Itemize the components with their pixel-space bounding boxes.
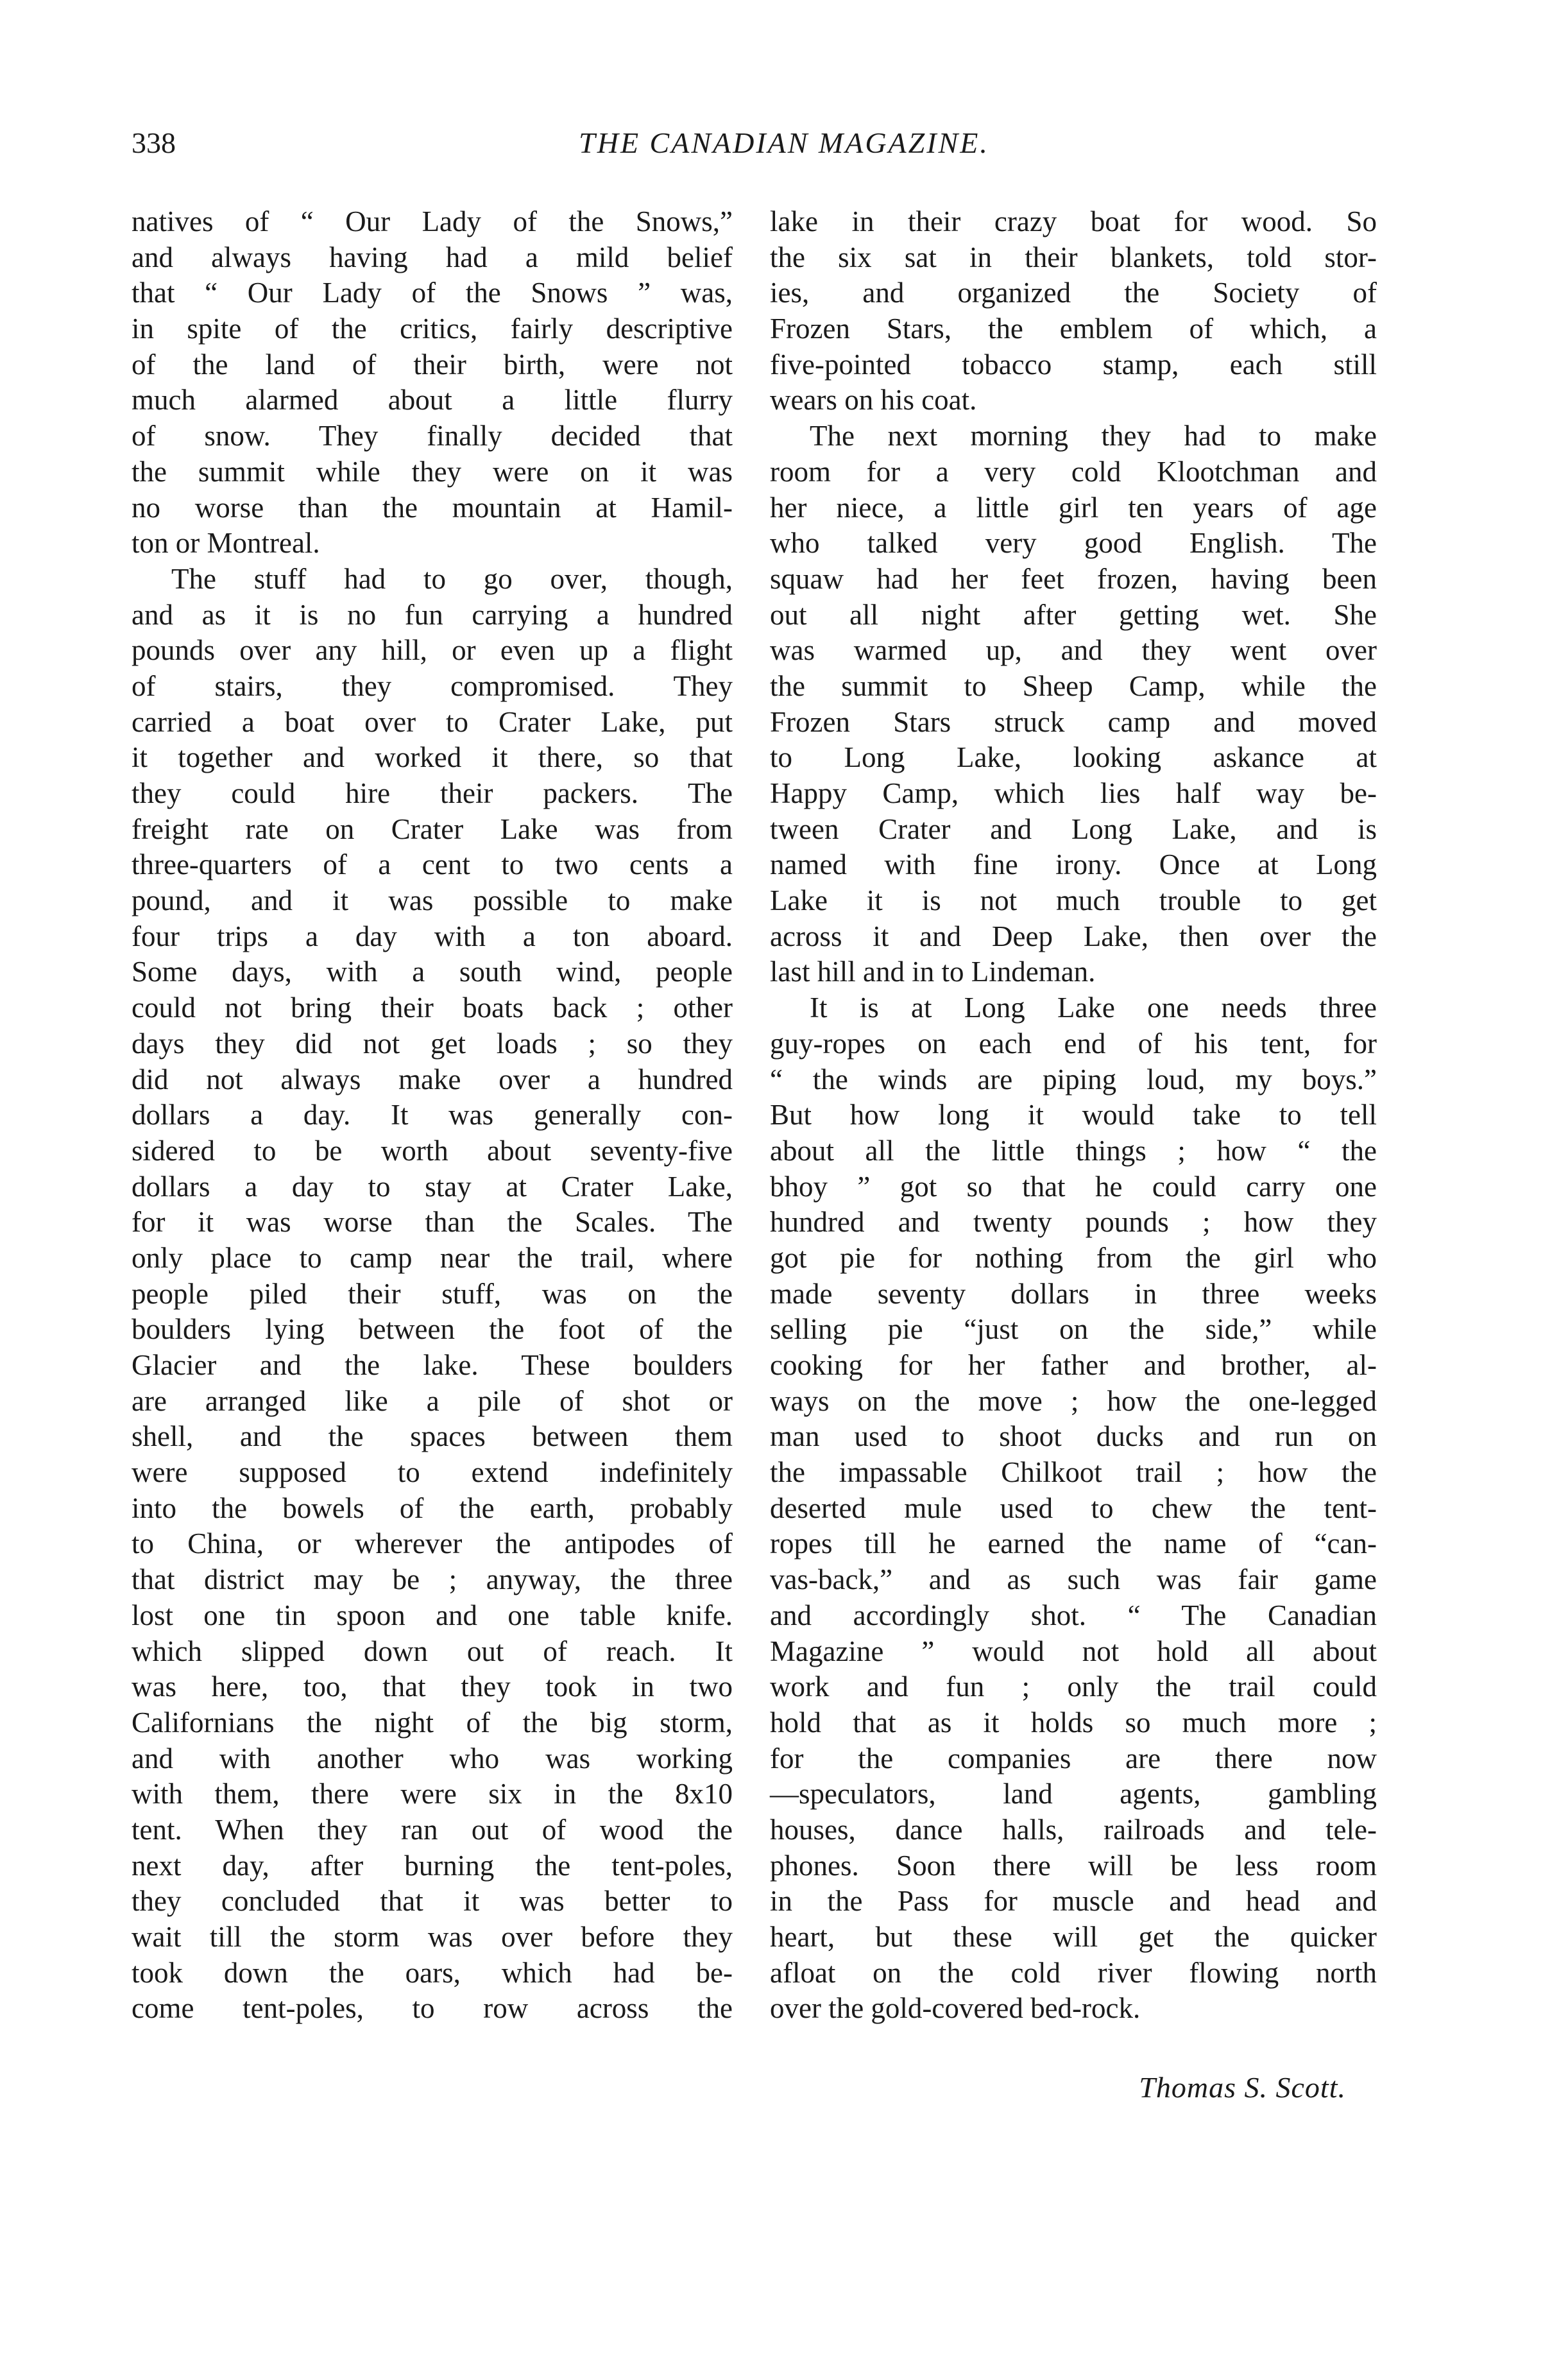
text-line: phones. Soon there will be less room (770, 1849, 1377, 1882)
text-line: tween Crater and Long Lake, and is (770, 812, 1377, 845)
text-line: that “ Our Lady of the Snows ” was, (132, 277, 733, 309)
text-line: come tent-poles, to row across the (132, 1992, 733, 2025)
text-line: the summit while they were on it was (132, 455, 733, 488)
paragraph (770, 204, 1377, 418)
text-line: afloat on the cold river flowing north (770, 1956, 1377, 1989)
text-line: were supposed to extend indefinitely (132, 1456, 733, 1489)
text-line: selling pie “just on the side,” while (770, 1313, 1377, 1346)
text-line: man used to shoot ducks and run on (770, 1420, 1377, 1453)
text-line: Happy Camp, which lies half way be- (770, 777, 1377, 809)
text-line: ies, and organized the Society of (770, 277, 1377, 309)
text-line: “ the winds are piping loud, my boys.” (770, 1063, 1377, 1096)
text-line: was warmed up, and they went over (770, 634, 1377, 667)
text-line: It is at Long Lake one needs three (810, 992, 1377, 1024)
text-line: the six sat in their blankets, told stor- (770, 241, 1377, 273)
text-line: hold that as it holds so much more ; (770, 1706, 1377, 1739)
text-line: The stuff had to go over, though, (171, 562, 733, 595)
text-line: took down the oars, which had be- (132, 1956, 733, 1989)
text-line: room for a very cold Klootchman and (770, 455, 1377, 488)
text-line: heart, but these will get the quicker (770, 1921, 1377, 1953)
text-line: Some days, with a south wind, people (132, 956, 733, 988)
text-line: days they did not get loads ; so they (132, 1027, 733, 1060)
text-line: no worse than the mountain at Hamil- (132, 491, 733, 524)
text-line: to Long Lake, looking askance at (770, 741, 1377, 774)
text-line: in the Pass for muscle and head and (770, 1885, 1377, 1918)
text-line: tent. When they ran out of wood the (132, 1813, 733, 1846)
text-line: lake in their crazy boat for wood. So (770, 205, 1377, 237)
text-line: bhoy ” got so that he could carry one (770, 1170, 1377, 1203)
text-line: who talked very good English. The (770, 527, 1377, 560)
paragraph (770, 418, 1377, 990)
text-line: could not bring their boats back ; other (132, 992, 733, 1024)
text-line: and accordingly shot. “ The Canadian (770, 1599, 1377, 1631)
text-line: Californians the night of the big storm, (132, 1706, 733, 1739)
text-column-left (132, 204, 733, 2027)
text-line: her niece, a little girl ten years of age (770, 491, 1377, 524)
text-line: with them, there were six in the 8x10 (132, 1778, 733, 1810)
text-line: of snow. They finally decided that (132, 420, 733, 452)
text-line: people piled their stuff, was on the (132, 1277, 733, 1310)
text-line: next day, after burning the tent-poles, (132, 1849, 733, 1882)
text-line: freight rate on Crater Lake was from (132, 812, 733, 845)
author-signature: Thomas S. Scott. (1139, 2071, 1346, 2104)
running-title: THE CANADIAN MAGAZINE. (579, 126, 989, 159)
paragraph (132, 204, 733, 562)
text-line: last hill and in to Lindeman. (770, 956, 1096, 988)
text-line: which slipped down out of reach. It (132, 1635, 733, 1667)
text-line: to China, or wherever the antipodes of (132, 1527, 733, 1560)
text-line: natives of “ Our Lady of the Snows,” (132, 205, 733, 237)
text-line: houses, dance halls, railroads and tele- (770, 1813, 1377, 1846)
page-number: 338 (132, 126, 176, 159)
text-line: pound, and it was possible to make (132, 884, 733, 917)
text-line: made seventy dollars in three weeks (770, 1277, 1377, 1310)
text-line: only place to camp near the trail, where (132, 1241, 733, 1274)
text-line: about all the little things ; how “ the (770, 1134, 1377, 1167)
text-line: ton or Montreal. (132, 527, 320, 560)
text-line: ropes till he earned the name of “can- (770, 1527, 1377, 1560)
text-line: of stairs, they compromised. They (132, 669, 733, 702)
text-line: the impassable Chilkoot trail ; how the (770, 1456, 1377, 1489)
text-line: three-quarters of a cent to two cents a (132, 848, 733, 881)
text-line: boulders lying between the foot of the (132, 1313, 733, 1346)
text-line: four trips a day with a ton aboard. (132, 920, 733, 952)
text-line: across it and Deep Lake, then over the (770, 920, 1377, 952)
text-line: out all night after getting wet. She (770, 598, 1377, 631)
text-line: did not always make over a hundred (132, 1063, 733, 1096)
text-line: wait till the storm was over before they (132, 1921, 733, 1953)
text-line: carried a boat over to Crater Lake, put (132, 705, 733, 738)
text-line: was here, too, that they took in two (132, 1671, 733, 1703)
text-line: and with another who was working (132, 1742, 733, 1774)
text-line: Glacier and the lake. These boulders (132, 1349, 733, 1381)
text-line: Lake it is not much trouble to get (770, 884, 1377, 917)
text-line: lost one tin spoon and one table knife. (132, 1599, 733, 1631)
text-line: are arranged like a pile of shot or (132, 1384, 733, 1417)
text-line: deserted mule used to chew the tent- (770, 1491, 1377, 1524)
text-line: dollars a day. It was generally con- (132, 1099, 733, 1131)
text-line: named with fine irony. Once at Long (770, 848, 1377, 881)
text-line: they could hire their packers. The (132, 777, 733, 809)
text-line: that district may be ; anyway, the three (132, 1563, 733, 1596)
text-line: squaw had her feet frozen, having been (770, 562, 1377, 595)
text-line: for it was worse than the Scales. The (132, 1206, 733, 1239)
text-line: in spite of the critics, fairly descriptive (132, 313, 733, 345)
text-line: work and fun ; only the trail could (770, 1671, 1377, 1703)
text-line: cooking for her father and brother, al- (770, 1349, 1377, 1381)
text-line: and always having had a mild belief (132, 241, 733, 273)
text-line: Frozen Stars struck camp and moved (770, 705, 1377, 738)
text-line: they concluded that it was better to (132, 1885, 733, 1918)
text-line: of the land of their birth, were not (132, 348, 733, 381)
text-line: The next morning they had to make (810, 420, 1377, 452)
text-line: it together and worked it there, so that (132, 741, 733, 774)
text-column-right (770, 204, 1377, 2027)
text-line: But how long it would take to tell (770, 1099, 1377, 1131)
text-line: Frozen Stars, the emblem of which, a (770, 313, 1377, 345)
text-line: sidered to be worth about seventy-five (132, 1134, 733, 1167)
text-line: five-pointed tobacco stamp, each still (770, 348, 1377, 381)
text-line: Magazine ” would not hold all about (770, 1635, 1377, 1667)
text-line: wears on his coat. (770, 384, 977, 417)
text-line: the summit to Sheep Camp, while the (770, 669, 1377, 702)
text-line: vas-back,” and as such was fair game (770, 1563, 1377, 1596)
text-line: got pie for nothing from the girl who (770, 1241, 1377, 1274)
paragraph (132, 562, 733, 2027)
text-line: —speculators, land agents, gambling (770, 1778, 1377, 1810)
text-line: for the companies are there now (770, 1742, 1377, 1774)
text-line: hundred and twenty pounds ; how they (770, 1206, 1377, 1239)
text-line: much alarmed about a little flurry (132, 384, 733, 417)
text-line: dollars a day to stay at Crater Lake, (132, 1170, 733, 1203)
paragraph (770, 990, 1377, 2027)
text-line: ways on the move ; how the one-legged (770, 1384, 1377, 1417)
text-line: and as it is no fun carrying a hundred (132, 598, 733, 631)
text-line: into the bowels of the earth, probably (132, 1491, 733, 1524)
text-line: over the gold-covered bed-rock. (770, 1992, 1141, 2025)
text-line: pounds over any hill, or even up a flight (132, 634, 733, 667)
text-line: guy-ropes on each end of his tent, for (770, 1027, 1377, 1060)
text-line: shell, and the spaces between them (132, 1420, 733, 1453)
